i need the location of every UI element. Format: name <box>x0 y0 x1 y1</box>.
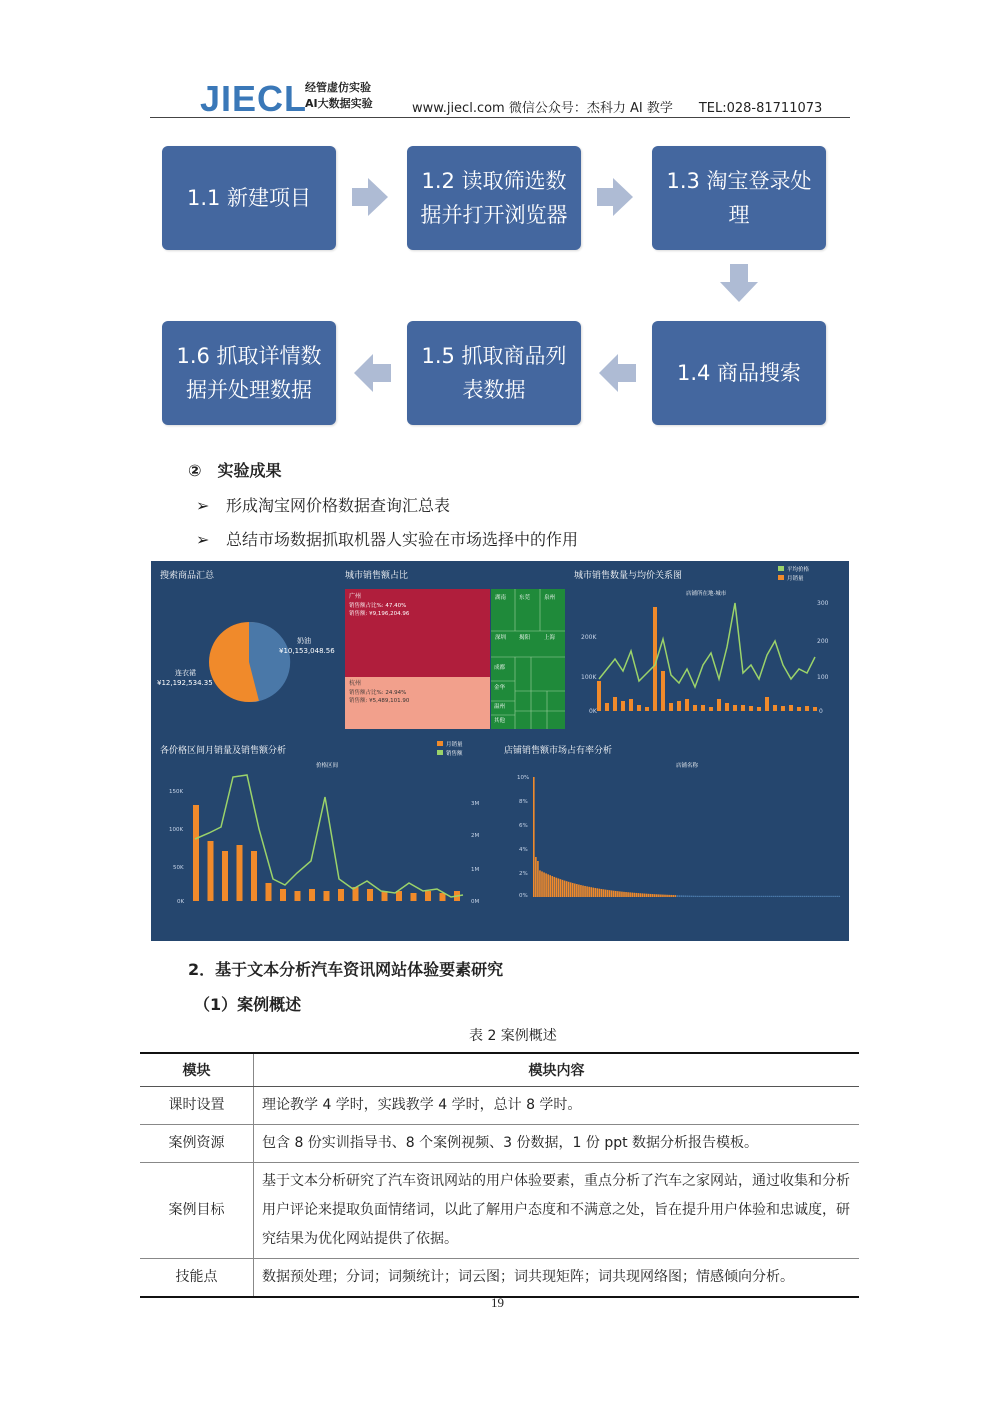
legend-label: 销售额 <box>446 751 463 757</box>
pareto-bar <box>588 887 590 897</box>
combo1-bar <box>629 699 633 711</box>
pareto-bar <box>814 896 816 897</box>
pareto-bar <box>625 892 627 897</box>
pareto-bar <box>638 893 640 897</box>
pareto-bar <box>658 894 660 897</box>
svg-text:100: 100 <box>817 674 829 681</box>
combo1-bar <box>797 707 801 711</box>
svg-text:200: 200 <box>817 638 829 645</box>
pareto-bar <box>631 893 633 897</box>
pareto-bar <box>810 896 812 897</box>
pareto-bar <box>804 896 806 897</box>
pareto-bar <box>800 896 802 897</box>
flow-step-1-6: 1.6 抓取详情数据并处理数据 <box>162 321 336 425</box>
results-bullet-2 <box>196 527 578 550</box>
pareto-bar <box>715 896 717 897</box>
pareto-bar <box>551 876 553 897</box>
combo1-bar <box>773 705 777 711</box>
pareto-bar <box>808 896 810 897</box>
combo1-bar <box>701 705 705 711</box>
treemap-big2-line1: 销售额占比%: 24.94% <box>349 690 407 696</box>
combo1-panel-title: 城市销售数量与均价关系图 <box>574 571 683 581</box>
svg-text:0K: 0K <box>589 708 597 715</box>
header-divider <box>150 117 850 118</box>
pareto-bar <box>705 896 707 897</box>
pareto-bar <box>605 890 607 897</box>
combo2-panel-title: 各价格区间月销量及销售额分析 <box>160 746 287 756</box>
combo2-bar <box>237 845 243 901</box>
pareto-bar <box>822 896 824 897</box>
pareto-bar <box>773 896 775 897</box>
pareto-bar <box>738 896 740 897</box>
pareto-bar <box>771 896 773 897</box>
pareto-bar <box>707 896 709 897</box>
combo-chart-price <box>169 740 479 905</box>
pareto-bar <box>830 896 832 897</box>
treemap-cell-label: 上海 <box>544 635 556 641</box>
flow-step-1-4: 1.4 商品搜索 <box>652 321 826 425</box>
combo1-bar <box>637 705 641 711</box>
pareto-bar <box>781 896 783 897</box>
combo2-bar <box>295 891 301 901</box>
pareto-bar <box>791 896 793 897</box>
svg-text:0M: 0M <box>471 899 480 905</box>
combo1-bar <box>813 707 817 711</box>
pareto-bar <box>748 896 750 897</box>
svg-text:3M: 3M <box>471 801 480 807</box>
combo1-bar <box>805 706 809 711</box>
flow-step-1-5: 1.5 抓取商品列表数据 <box>407 321 581 425</box>
pareto-bar <box>691 896 693 897</box>
pareto-bar <box>633 893 635 897</box>
combo2-bar <box>222 851 228 901</box>
pareto-bar <box>543 872 545 897</box>
dashboard-screenshot <box>151 561 849 941</box>
pareto-bar <box>818 896 820 897</box>
subsection-heading: （1）案例概述 <box>194 995 302 1014</box>
treemap-cell-label: 泉州 <box>544 595 556 601</box>
pareto-bar <box>826 896 828 897</box>
pareto-bar <box>578 885 580 897</box>
pareto-bar <box>785 896 787 897</box>
pareto-bar <box>730 896 732 897</box>
pareto-bar <box>761 896 763 897</box>
pareto-bar <box>775 896 777 897</box>
pareto-bar <box>646 894 648 897</box>
pareto-bar <box>681 895 683 897</box>
table-caption: 表 2 案例概述 <box>469 1028 557 1044</box>
pareto-bar <box>709 896 711 897</box>
svg-text:10%: 10% <box>517 775 530 781</box>
pareto-bar <box>547 874 549 897</box>
pareto-panel-title: 店铺销售额市场占有率分析 <box>504 746 613 756</box>
table-cell-module: 案例目标 <box>140 1163 254 1259</box>
pareto-bar <box>660 894 662 897</box>
dashboard-canvas <box>151 561 849 941</box>
treemap-panel-title: 城市销售额占比 <box>345 571 409 581</box>
combo1-subtitle: 店铺所在地·城市 <box>686 591 727 597</box>
pareto-bar <box>711 896 713 897</box>
svg-text:100K: 100K <box>581 674 597 681</box>
pareto-bar <box>609 890 611 897</box>
pareto-bar <box>545 873 547 897</box>
pie-label-1: 奶油 <box>297 637 311 645</box>
page-number: 19 <box>491 1295 504 1310</box>
combo1-bar <box>677 701 681 711</box>
pareto-bar <box>806 896 808 897</box>
legend-label: 月销量 <box>787 576 804 582</box>
pareto-bar <box>722 896 724 897</box>
pie-value-1: ¥10,153,048.56 <box>279 647 335 655</box>
pareto-bar <box>564 881 566 897</box>
table-header-row <box>140 1053 859 1087</box>
column-header: 模块内容 <box>254 1053 860 1087</box>
pareto-bar <box>789 896 791 897</box>
pareto-bar <box>779 896 781 897</box>
flow-step-1-3: 1.3 淘宝登录处理 <box>652 146 826 250</box>
pareto-bar <box>640 893 642 897</box>
combo1-bar <box>597 681 601 711</box>
pareto-bar <box>566 881 568 897</box>
pareto-bar <box>642 893 644 897</box>
treemap-big1-name: 广州 <box>349 593 362 600</box>
pareto-bar <box>621 892 623 897</box>
pareto-bar <box>816 896 818 897</box>
treemap-big2-line2: 销售额: ¥5,489,101.90 <box>349 698 410 704</box>
pareto-bar <box>629 892 631 897</box>
pareto-bar <box>812 896 814 897</box>
legend-swatch-orange <box>778 575 784 580</box>
pareto-bar <box>607 890 609 897</box>
section-heading: 2．基于文本分析汽车资讯网站体验要素研究 <box>188 960 504 979</box>
svg-text:2M: 2M <box>471 833 480 839</box>
combo1-bar <box>789 705 793 711</box>
pareto-bar <box>582 886 584 897</box>
pareto-bar <box>656 894 658 897</box>
combo2-bar <box>266 883 272 901</box>
case-overview-table <box>140 1052 859 1298</box>
logo-subtitle-line1: 经管虚仿实验 <box>305 81 371 94</box>
pareto-bar <box>627 892 629 897</box>
arrow-right-icon <box>597 178 633 216</box>
svg-text:300: 300 <box>817 600 829 607</box>
pie-panel-title: 搜索商品汇总 <box>160 571 215 581</box>
pareto-bar <box>736 896 738 897</box>
combo-chart-city <box>581 565 829 715</box>
combo1-bar <box>685 699 689 711</box>
combo2-bar <box>208 841 214 901</box>
pareto-bar <box>697 896 699 897</box>
legend-swatch-green <box>437 750 443 755</box>
pareto-bar <box>783 896 785 897</box>
svg-text:8%: 8% <box>519 799 528 805</box>
combo1-bar <box>725 703 729 711</box>
pareto-bar <box>750 896 752 897</box>
pareto-bar <box>763 896 765 897</box>
column-header: 模块 <box>140 1053 254 1087</box>
pareto-bar <box>535 857 537 897</box>
pareto-bar <box>595 888 597 897</box>
pareto-bar <box>592 888 594 897</box>
treemap-cell-label: 温州 <box>494 704 506 710</box>
pareto-bar <box>838 896 840 897</box>
pareto-bar <box>683 895 685 897</box>
pareto-bar <box>787 896 789 897</box>
combo2-bar <box>425 891 431 901</box>
pareto-bar <box>541 871 543 897</box>
pareto-bar <box>533 777 535 897</box>
pareto-bar <box>701 896 703 897</box>
pareto-bar <box>674 895 676 897</box>
pareto-bar <box>652 894 654 897</box>
pareto-bar <box>820 896 822 897</box>
pareto-bar <box>654 894 656 897</box>
pareto-bar <box>832 896 834 897</box>
arrow-left-icon <box>353 353 393 393</box>
pareto-bar <box>685 895 687 897</box>
pareto-bar <box>599 889 601 897</box>
svg-text:1M: 1M <box>471 867 480 873</box>
pie-chart <box>157 622 335 702</box>
pareto-bar <box>713 896 715 897</box>
pareto-bar <box>693 896 695 897</box>
pareto-bar <box>664 895 666 897</box>
combo2-bar <box>411 893 417 901</box>
pareto-bar <box>689 896 691 897</box>
pareto-bar <box>580 885 582 897</box>
pareto-bar <box>797 896 799 897</box>
combo1-bar <box>621 701 625 711</box>
pareto-bar <box>576 884 578 897</box>
pareto-bar <box>687 896 689 897</box>
treemap-cell-label: 东莞 <box>519 595 531 601</box>
bullet-text: 形成淘宝网价格数据查询汇总表 <box>226 496 451 515</box>
svg-text:150K: 150K <box>169 789 184 795</box>
combo1-bar <box>781 706 785 711</box>
pareto-bar <box>562 880 564 897</box>
combo1-bar <box>669 703 673 711</box>
pareto-bar <box>724 896 726 897</box>
table-cell-content: 基于文本分析研究了汽车资讯网站的用户体验要素，重点分析了汽车之家网站，通过收集和分析用户评论来提取负面情绪词，以此了解用户态度和不满意之处，旨在提升用户体验和忠诚度，研究结果为优化网站提供了依据。 <box>254 1163 860 1259</box>
pareto-bar <box>597 888 599 897</box>
pareto-bar <box>732 896 734 897</box>
pareto-bar <box>672 895 674 897</box>
treemap-cell-label: 其他 <box>494 718 506 724</box>
combo2-subtitle: 价格区间 <box>316 763 339 769</box>
combo1-bar <box>717 699 721 711</box>
results-bullet-1 <box>196 493 450 516</box>
svg-text:100K: 100K <box>169 827 184 833</box>
pareto-bar <box>613 891 615 897</box>
legend-swatch-green <box>778 566 784 571</box>
bullet-arrow-icon: ➢ <box>196 530 210 549</box>
pareto-subtitle: 店铺名称 <box>676 763 699 769</box>
pareto-bar <box>615 891 617 897</box>
logo-subtitle <box>305 80 373 112</box>
pareto-bar <box>623 892 625 897</box>
combo1-bar <box>709 707 713 711</box>
table-cell-module: 案例资源 <box>140 1125 254 1163</box>
pareto-bar <box>666 895 668 897</box>
combo2-bar <box>251 851 257 901</box>
brand-logo: JIECL <box>200 78 308 119</box>
treemap-cell-label: 金华 <box>494 685 506 691</box>
pareto-bar <box>574 884 576 897</box>
table-row <box>140 1163 859 1259</box>
pareto-bar <box>558 878 560 897</box>
pareto-bar <box>742 896 744 897</box>
pie-label-2: 连衣裙 <box>175 669 196 677</box>
pareto-bar <box>726 896 728 897</box>
pareto-bar <box>824 896 826 897</box>
pareto-bar <box>802 896 804 897</box>
table-row <box>140 1087 859 1125</box>
table-row <box>140 1125 859 1163</box>
combo1-bar <box>765 697 769 711</box>
pie-value-2: ¥12,192,534.35 <box>157 679 213 687</box>
results-heading: ② 实验成果 <box>188 461 282 480</box>
treemap-cell-label: 成都 <box>494 665 506 671</box>
legend-swatch-orange <box>437 741 443 746</box>
logo-subtitle-line2: AI大数据实验 <box>305 97 373 110</box>
pareto-bar <box>636 893 638 897</box>
pareto-bar <box>756 896 758 897</box>
pareto-bar <box>601 889 603 897</box>
treemap-big2-name: 杭州 <box>349 680 362 687</box>
pareto-bar <box>560 879 562 897</box>
svg-text:200K: 200K <box>581 634 597 641</box>
pareto-bar <box>603 889 605 897</box>
table-cell-module: 课时设置 <box>140 1087 254 1125</box>
pareto-bar <box>611 890 613 897</box>
pareto-bar <box>836 896 838 897</box>
treemap-chart <box>345 589 565 729</box>
pareto-bar <box>795 896 797 897</box>
pareto-bar <box>554 877 556 897</box>
table-row <box>140 1259 859 1298</box>
pareto-bar <box>728 896 730 897</box>
combo1-bar <box>733 705 737 711</box>
pareto-bar <box>677 895 679 897</box>
pareto-bar <box>570 882 572 897</box>
pareto-bar <box>617 891 619 897</box>
combo2-bar <box>367 889 373 901</box>
svg-text:4%: 4% <box>519 847 528 853</box>
pareto-bar <box>769 896 771 897</box>
pareto-bar <box>765 896 767 897</box>
pareto-bar <box>746 896 748 897</box>
pareto-bar <box>777 896 779 897</box>
combo2-bar <box>338 889 344 901</box>
combo1-bar <box>613 697 617 711</box>
flow-step-1-1: 1.1 新建项目 <box>162 146 336 250</box>
treemap-big1-line1: 销售额占比%: 47.40% <box>349 603 407 609</box>
pareto-bar <box>619 891 621 897</box>
treemap-big1-line2: 销售额: ¥9,196,204.96 <box>349 611 410 617</box>
arrow-down-icon <box>718 264 760 304</box>
pareto-bar <box>734 896 736 897</box>
pareto-bar <box>648 894 650 897</box>
pareto-bar <box>703 896 705 897</box>
pareto-bar <box>718 896 720 897</box>
svg-text:0: 0 <box>819 708 823 715</box>
pareto-bar <box>744 896 746 897</box>
combo1-bar <box>693 705 697 711</box>
combo1-bar <box>661 671 665 711</box>
pareto-bar <box>572 883 574 897</box>
table-cell-content: 包含 8 份实训指导书、8 个案例视频、3 份数据，1 份 ppt 数据分析报告模板。 <box>254 1125 860 1163</box>
pareto-bar <box>670 895 672 897</box>
svg-text:0K: 0K <box>177 899 185 905</box>
combo1-bar <box>757 707 761 711</box>
bullet-text: 总结市场数据抓取机器人实验在市场选择中的作用 <box>226 530 579 549</box>
table-cell-module: 技能点 <box>140 1259 254 1298</box>
header-contact-info: www.jiecl.com 微信公众号：杰科力 AI 教学 TEL:028-81711073 <box>412 101 823 116</box>
treemap-cell-label: 揭阳 <box>519 635 531 641</box>
combo1-bar <box>741 705 745 711</box>
pareto-bar <box>668 895 670 897</box>
pareto-bar <box>793 896 795 897</box>
combo2-bar <box>193 805 199 901</box>
combo2-bar <box>280 889 286 901</box>
pareto-bar <box>584 886 586 897</box>
pareto-bar <box>699 896 701 897</box>
arrow-right-icon <box>352 178 388 216</box>
svg-text:0%: 0% <box>519 893 528 899</box>
pareto-bar <box>556 878 558 897</box>
combo1-bar <box>749 706 753 711</box>
combo2-bar <box>324 891 330 901</box>
pareto-bar <box>586 886 588 897</box>
legend-label: 平均价格 <box>787 567 810 573</box>
pareto-bar <box>740 896 742 897</box>
table-cell-content: 数据预处理；分词；词频统计；词云图；词共现矩阵；词共现网络图；情感倾向分析。 <box>254 1259 860 1298</box>
pareto-bar <box>537 861 539 897</box>
pareto-bar <box>754 896 756 897</box>
pareto-bar <box>720 896 722 897</box>
svg-text:6%: 6% <box>519 823 528 829</box>
pareto-bar <box>828 896 830 897</box>
pareto-bar <box>590 887 592 897</box>
flow-step-1-2: 1.2 读取筛选数据并打开浏览器 <box>407 146 581 250</box>
pareto-bar <box>679 895 681 897</box>
combo2-bar <box>309 889 315 901</box>
svg-text:2%: 2% <box>519 871 528 877</box>
table-cell-content: 理论教学 4 学时，实践教学 4 学时，总计 8 学时。 <box>254 1087 860 1125</box>
bullet-arrow-icon: ➢ <box>196 496 210 515</box>
treemap-cell-label: 深圳 <box>495 635 507 641</box>
legend-label: 月销量 <box>446 742 463 748</box>
pareto-bar <box>662 895 664 897</box>
svg-text:50K: 50K <box>173 865 184 871</box>
pareto-bar <box>650 894 652 897</box>
pareto-bar <box>549 875 551 897</box>
combo1-bar <box>605 703 609 711</box>
pareto-bar <box>759 896 761 897</box>
pareto-bar <box>539 870 541 897</box>
pareto-bar <box>644 894 646 897</box>
pareto-bar <box>767 896 769 897</box>
pareto-bar <box>695 896 697 897</box>
arrow-left-icon <box>598 353 638 393</box>
pareto-chart <box>517 761 840 899</box>
pareto-bar <box>752 896 754 897</box>
treemap-cell-label: 湖南 <box>495 595 507 601</box>
pareto-bar <box>834 896 836 897</box>
combo1-bar <box>645 707 649 711</box>
pareto-bar <box>568 882 570 897</box>
